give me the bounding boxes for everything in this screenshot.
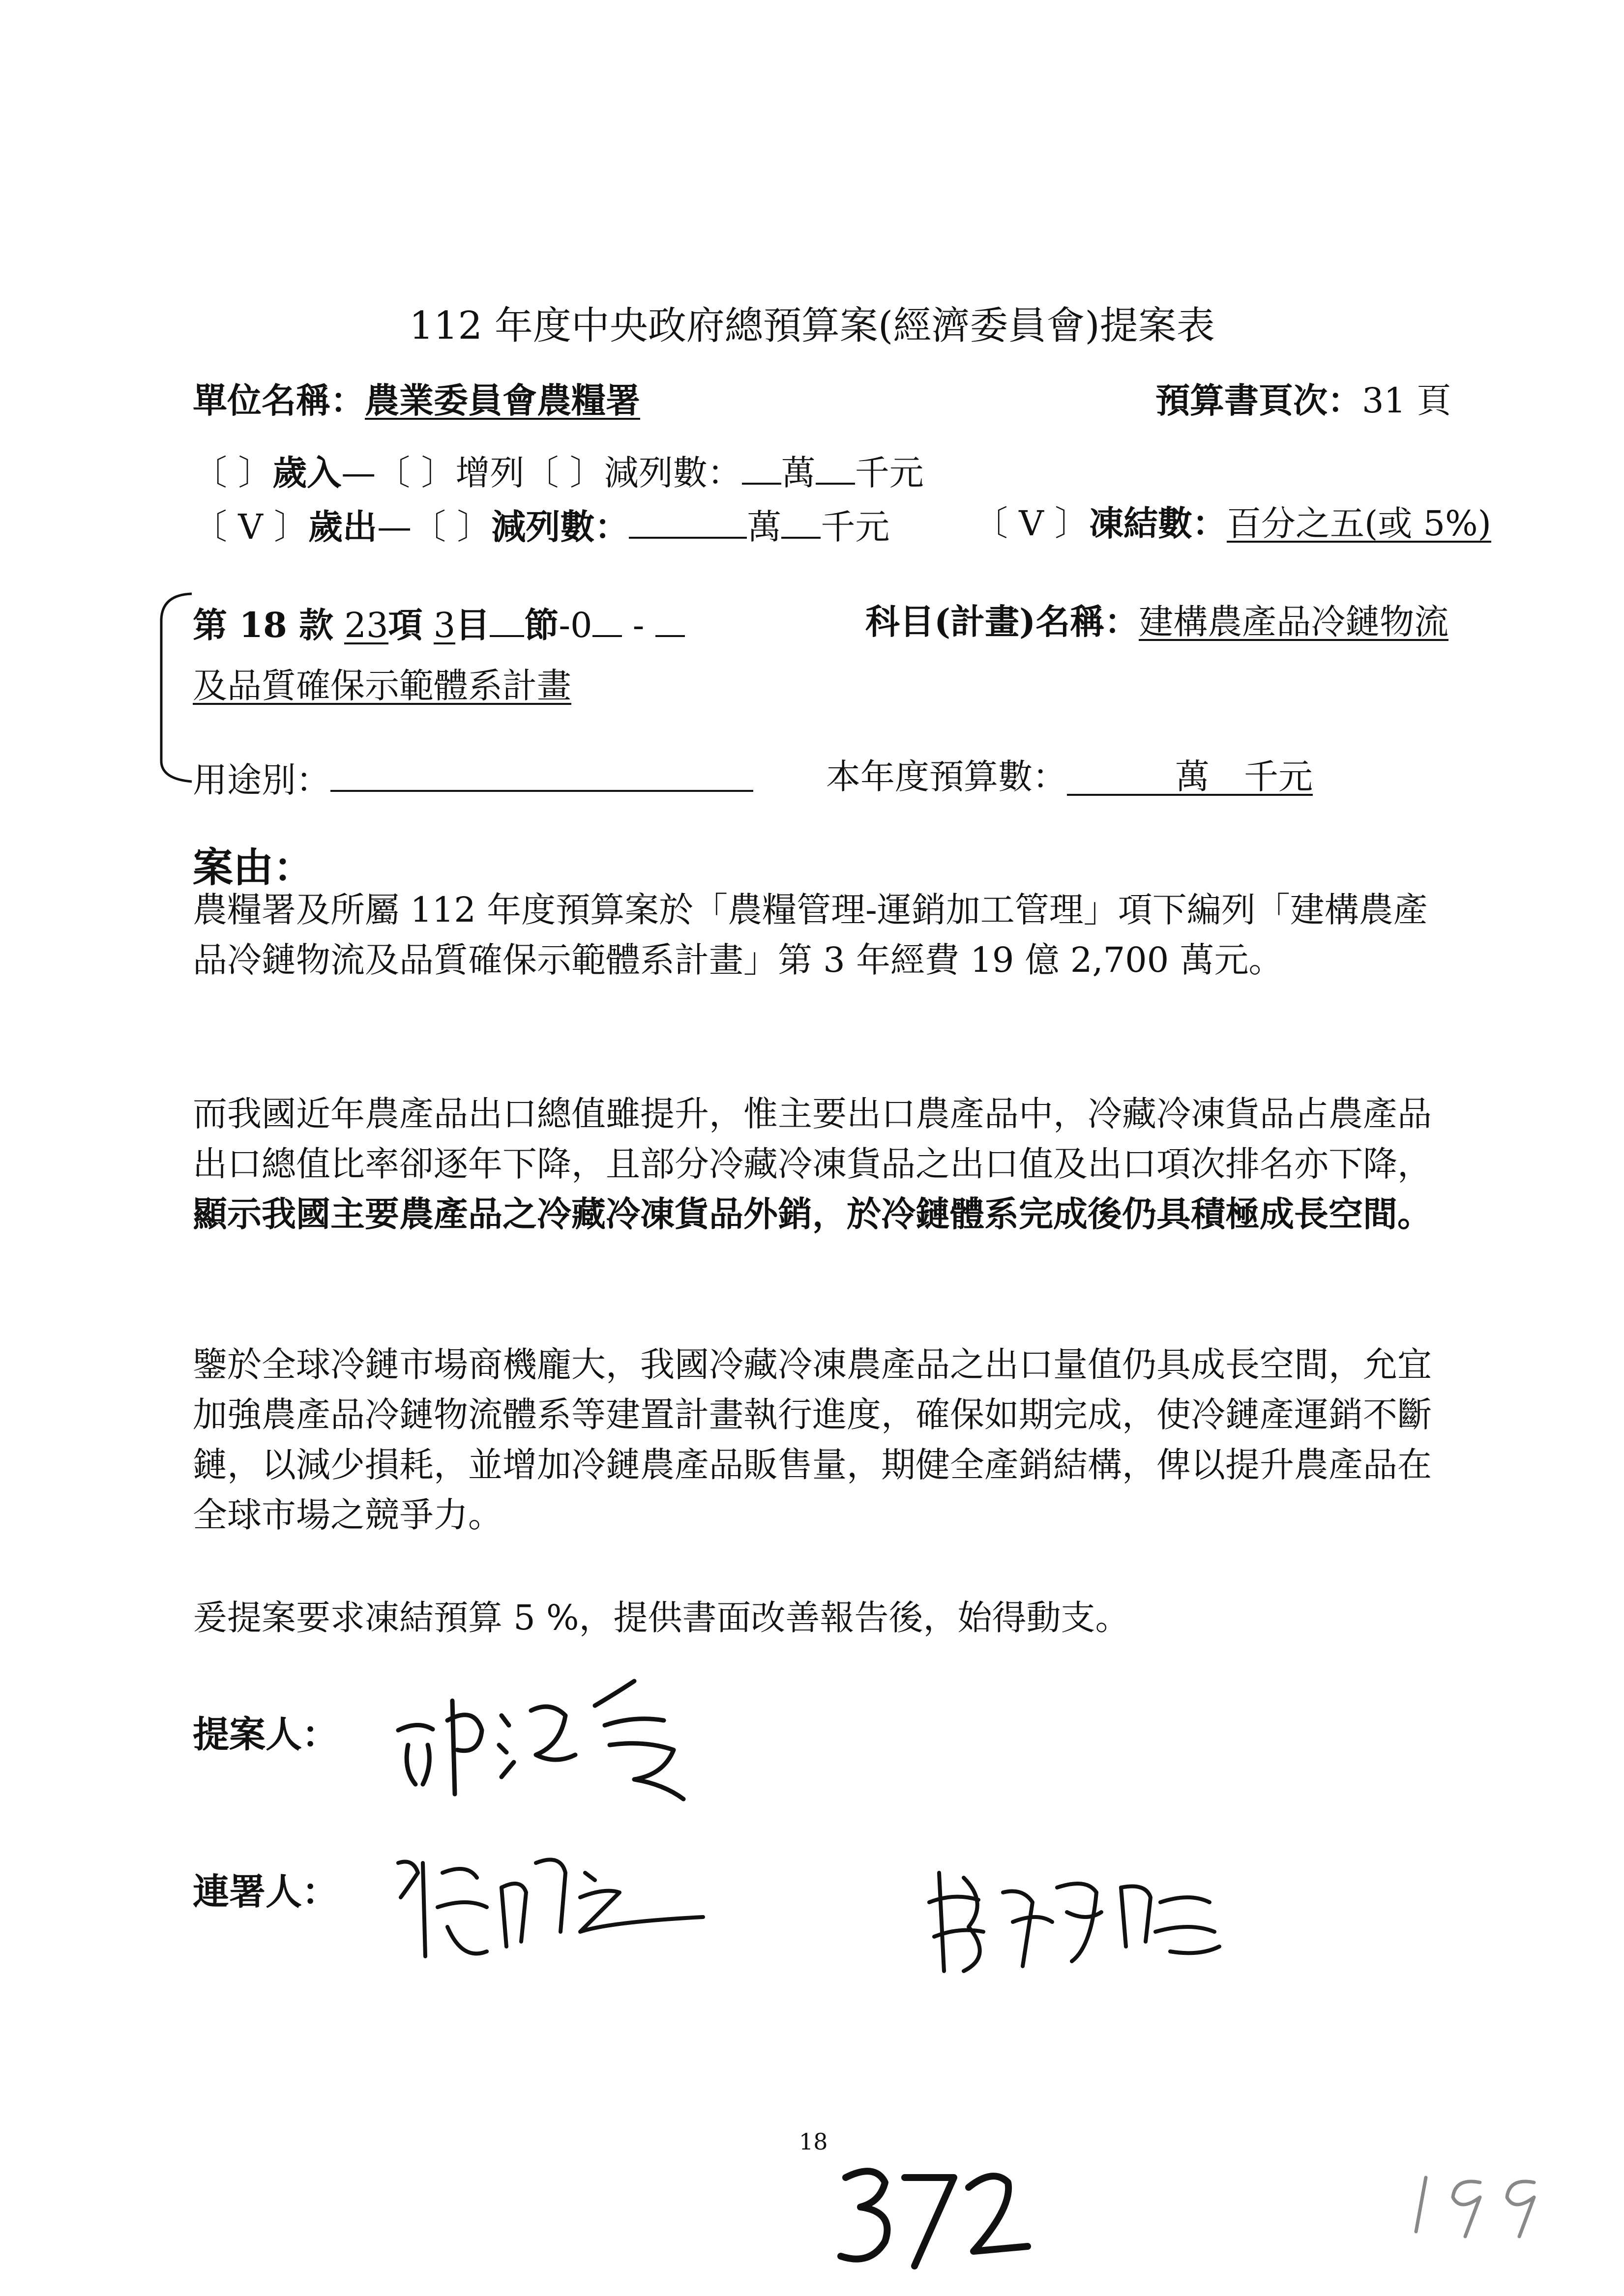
expense-dash: — [377,507,412,547]
proposer-label: 提案人： [193,1714,338,1756]
code-blank-2 [655,605,685,637]
subject-label: 科目(計畫)名稱： [865,601,1139,642]
subject-row [865,601,1449,642]
budget-page-value: 31 [1362,380,1406,421]
page-title: 112 年度中央政府總預算案(經濟委員會)提案表 [409,304,1215,348]
reason-paragraph-4: 爰提案要求凍結預算 5 %，提供書面改善報告後，始得動支。 [193,1598,1130,1638]
subject-row-2 [193,668,571,705]
usage-blank [330,759,753,792]
revenue-wan-blank [742,452,781,485]
account-row [193,605,685,644]
expense-label: 歲出 [308,506,378,547]
cosigner-label: 連署人： [193,1871,338,1913]
increase-checkbox: 〔 〕 [376,453,456,493]
subject-value-1: 建構農產品冷鏈物流 [1139,602,1449,642]
reason-heading: 案由： [193,844,314,891]
reason-paragraph-1: 農糧署及所屬 112 年度預算案於「農糧管理-運銷加工管理」項下編列「建構農產品冷鏈物流及品質確保示範體系計畫」第 3 年經費 19 億 2,700 萬元。 [193,890,1428,980]
cosigner-signature-1 [388,1833,723,1981]
code-blank-1 [592,605,622,637]
expense-qian-blank [781,506,821,539]
account-code: -0 [559,605,592,645]
reason-paragraph-3: 鑒於全球冷鏈市場商機龐大，我國冷藏冷凍農產品之出口量值仍具成長空間，允宜加強農產品冷鏈物流體系等建置計畫執行進度，確保如期完成，使冷鏈產運銷不斷鏈，以減少損耗，並增加冷鏈農產品販售量，期健全產銷結構，俾以提升農產品在全球市場之競爭力。 [193,1344,1432,1535]
reason-paragraph-2-bold: 顯示我國主要農產品之冷藏冷凍貨品外銷，於冷鏈體系完成後仍具積極成長空間。 [193,1193,1432,1234]
mu-label: 目 [455,605,490,645]
left-bracket [148,590,197,786]
freeze-checkbox: 〔 V 〕 [974,503,1090,544]
freeze-label: 凍結數： [1089,503,1227,544]
expense-checkbox: 〔 V 〕 [193,507,309,547]
mu-value: 3 [433,605,456,645]
unit-value: 農業委員會農糧署 [365,380,640,421]
expense-wan-blank [629,506,747,539]
expense-decrease-label: 減列數： [491,506,629,547]
budget-amount-row [826,756,1313,797]
decrease-label: 減列數： [604,453,742,493]
page-number: 18 [799,2128,828,2155]
decrease-checkbox: 〔 〕 [524,453,604,493]
expense-wan: 萬 [747,507,782,547]
increase-label: 增列 [455,453,525,493]
unit-label: 單位名稱： [193,380,365,421]
freeze-row [974,503,1491,544]
unit-row [193,380,640,421]
xiang-label: 項 [388,605,423,645]
revenue-wan: 萬 [781,453,816,493]
expense-line [193,506,890,547]
revenue-qian-blank [816,452,855,485]
jie-blank [490,605,524,637]
budget-page-label: 預算書頁次： [1155,380,1362,421]
subject-value-2: 及品質確保示範體系計畫 [193,666,571,706]
proposer-signature [388,1671,703,1809]
revenue-qian: 千元 [855,453,924,493]
revenue-dash: — [341,453,376,493]
freeze-value: 百分之五(或 5%) [1227,503,1491,544]
budget-page-row [1155,380,1451,421]
reason-paragraph-2-normal: 而我國近年農產品出口總值雖提升，惟主要出口農產品中，冷藏冷凍貨品占農產品出口總值比率卻逐年下降，且部分冷藏冷凍貨品之出口值及出口項次排名亦下降， [193,1094,1432,1184]
budget-page-suffix: 頁 [1417,380,1451,421]
usage-row [193,759,753,800]
handwritten-number [831,2158,1037,2276]
revenue-line [193,452,924,493]
budget-amount-qian: 千元 [1244,756,1313,797]
budget-amount-label: 本年度預算數： [826,756,1067,797]
usage-label: 用途別： [193,760,330,800]
expense-decrease-checkbox: 〔 〕 [412,507,492,547]
account-dash: - [632,605,645,645]
cosigner-signature-2 [924,1858,1229,1986]
xiang-value: 23 [344,605,388,645]
revenue-checkbox: 〔 〕 [193,453,273,493]
revenue-label: 歲入 [272,452,342,493]
expense-qian: 千元 [821,507,890,547]
budget-amount-underline [1067,756,1313,797]
reason-paragraph-2 [193,1089,1432,1239]
jie-label: 節 [524,605,559,645]
budget-amount-wan: 萬 [1175,756,1210,797]
kuan-label: 第 18 款 [193,605,334,645]
stamp-number [1406,2158,1554,2241]
